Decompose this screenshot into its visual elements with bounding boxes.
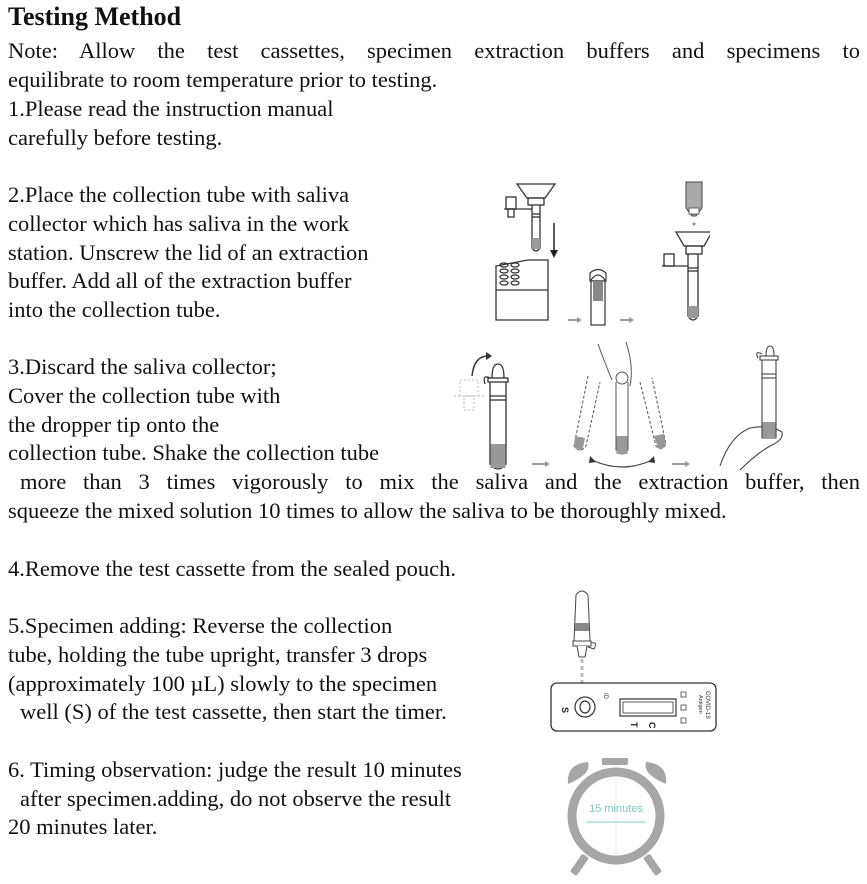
double-arrow-icon [589, 456, 655, 467]
note-line-1: Note: Allow the test cassettes, specimen extraction buffers and specimens to [8, 38, 860, 63]
saliva-sample [532, 238, 540, 249]
step-3-line-5: more than 3 times vigorously to mix the saliva and the extraction buffer, then [20, 469, 860, 494]
step-2-illustration [490, 178, 710, 328]
id-mark: ID [602, 693, 608, 699]
step-2-line-3: station. Unscrew the lid of an extraction [8, 240, 369, 265]
step-1-line-1: 1.Please read the instruction manual [8, 96, 334, 121]
discarded-collector-icon [454, 380, 486, 410]
test-line-label: T [629, 722, 639, 728]
right-arrow-icon [620, 317, 634, 323]
page-title: Testing Method [8, 2, 182, 31]
step-5-line-3: (approximately 100 µL) slowly to the specimen [8, 671, 438, 696]
step-6-line-3: 20 minutes later. [8, 814, 158, 839]
step-3-line-3: the dropper tip onto the [8, 412, 220, 437]
step-4-line-1: 4.Remove the test cassette from the sealed pouch. [8, 556, 456, 581]
step-2-line-2: collector which has saliva in the work [8, 211, 350, 236]
brand-line-2: Antigen [697, 695, 703, 714]
test-cassette-dropper-illustration [548, 585, 718, 735]
right-arrow-icon [672, 461, 690, 467]
tube-liquid [491, 444, 506, 468]
step-2-line-5: into the collection tube. [8, 297, 221, 322]
step-3-line-6: squeeze the mixed solution 10 times to allow the saliva to be thoroughly mixed. [8, 498, 727, 523]
collection-tube-rack-illustration [490, 178, 710, 328]
control-line-label: C [647, 722, 657, 729]
saliva-collector-tube-icon [504, 184, 555, 251]
buffer-liquid [593, 281, 603, 301]
step-2-line-1: 2.Place the collection tube with saliva [8, 182, 350, 207]
right-arrow-icon [532, 461, 550, 467]
step-5-line-1: 5.Specimen adding: Reverse the collection [8, 613, 393, 638]
step-3-line-2: Cover the collection tube with [8, 383, 281, 408]
down-arrow-icon [550, 223, 558, 258]
right-arrow-icon [568, 317, 582, 323]
buffer-dropper-icon [686, 182, 702, 226]
step-6-illustration [562, 756, 672, 878]
hand-holding-tube-icon [720, 346, 782, 470]
timer-label: 15 minutes [589, 803, 643, 815]
tube-rack-icon [496, 260, 548, 320]
step-2-line-4: buffer. Add all of the extraction buffer [8, 268, 352, 293]
curved-arrow-icon [472, 352, 492, 376]
tube-liquid [763, 422, 776, 438]
step-5-illustration [548, 585, 718, 735]
step-5-line-2: tube, holding the tube upright, transfer 3 drops [8, 642, 428, 667]
step-6-line-1: 6. Timing observation: judge the result 10 minutes [8, 757, 462, 782]
alarm-clock-icon [562, 756, 672, 878]
step-1-line-2: carefully before testing. [8, 125, 223, 150]
step-5-line-4: well (S) of the test cassette, then start the timer. [20, 699, 447, 724]
sample-label: S [560, 707, 570, 714]
shake-tube-illustration [440, 336, 810, 476]
test-cassette [551, 683, 716, 731]
step-3-line-4: collection tube. Shake the collection tube [8, 440, 380, 465]
note-line-2: equilibrate to room temperature prior to testing. [8, 67, 438, 92]
tube-liquid [617, 436, 628, 454]
collection-tube-with-funnel-icon [662, 232, 710, 320]
step-6-line-2: after specimen.adding, do not observe the result [20, 786, 452, 811]
brand-line-1: COVID-19 [704, 691, 710, 719]
step-3-line-1: 3.Discard the saliva collector; [8, 354, 277, 379]
mixed-liquid [688, 306, 698, 318]
step-3-illustration [440, 336, 810, 476]
dropper-icon [573, 591, 595, 685]
